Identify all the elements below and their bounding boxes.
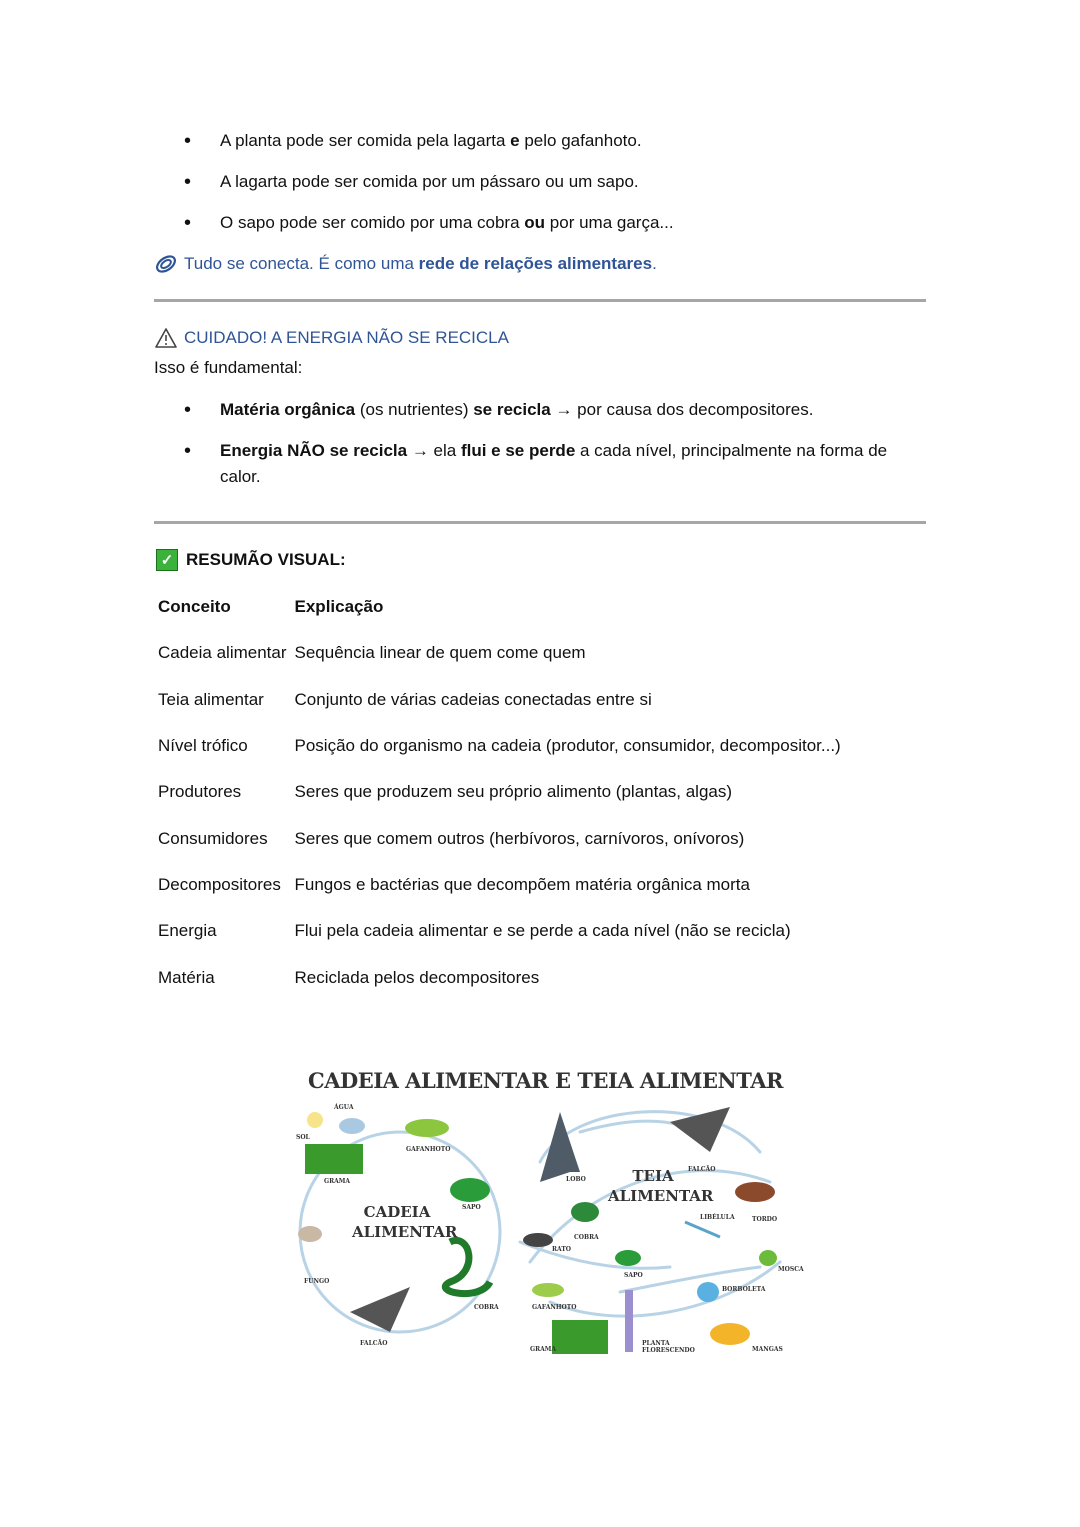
hawk-icon — [350, 1287, 410, 1332]
energy-matter-list — [154, 397, 926, 490]
butterfly-icon — [697, 1282, 719, 1302]
food-web-examples-list — [154, 128, 926, 236]
dragonfly-icon — [685, 1222, 720, 1237]
column-header-concept: Conceito — [158, 597, 231, 617]
list-item: • Matéria orgânica (os nutrientes) se recicla → por causa dos decompositores. — [154, 397, 926, 423]
connection-note: Tudo se conecta. É como uma rede de relações alimentares. — [154, 253, 657, 275]
list-item: • O sapo pode ser comido por uma cobra ou por uma garça... — [154, 210, 926, 236]
summary-table — [154, 584, 845, 1001]
snake-icon — [571, 1202, 599, 1222]
energy-warning-heading: CUIDADO! A ENERGIA NÃO SE RECICLA — [154, 327, 509, 349]
check-icon: ✓ — [156, 549, 178, 571]
table-row: Energia Flui pela cadeia alimentar e se perde a cada nível (não se recicla) — [158, 921, 791, 941]
mushroom-icon — [298, 1226, 322, 1242]
table-row: Nível trófico Posição do organismo na cadeia (produtor, consumidor, decompositor...) — [158, 736, 841, 756]
table-row: Decompositores Fungos e bactérias que decompõem matéria orgânica morta — [158, 874, 750, 894]
warning-icon — [154, 327, 178, 349]
frog-icon — [615, 1250, 641, 1266]
table-row: Teia alimentar Conjunto de várias cadeias conectadas entre si — [158, 689, 652, 709]
frog-icon — [450, 1178, 490, 1202]
web-label: TEIA ALIMENTAR — [608, 1167, 714, 1205]
table-row: Matéria Reciclada pelos decompositores — [158, 967, 540, 987]
grass-icon — [552, 1320, 608, 1354]
list-item: • A planta pode ser comida pela lagarta e pelo gafanhoto. — [154, 128, 926, 154]
list-item: • Energia NÃO se recicla → ela flui e se perde a cada nível, principalmente na forma de calor. — [154, 438, 926, 490]
column-header-explanation: Explicação — [294, 597, 384, 617]
divider — [154, 521, 926, 524]
cloud-icon — [339, 1118, 365, 1134]
table-row: Cadeia alimentar Sequência linear de quem come quem — [158, 643, 586, 663]
list-item: • A lagarta pode ser comida por um pássaro ou um sapo. — [154, 169, 926, 195]
thrush-icon — [735, 1182, 775, 1202]
snake-icon — [445, 1240, 490, 1293]
table-header-row — [154, 584, 845, 630]
grasshopper-icon — [405, 1119, 449, 1137]
grasshopper-icon — [532, 1283, 564, 1297]
visual-summary-heading: ✓ RESUMÃO VISUAL: — [156, 549, 346, 571]
chain-label: CADEIA ALIMENTAR — [352, 1203, 458, 1241]
fly-icon — [759, 1250, 777, 1266]
wolf-icon — [540, 1112, 580, 1182]
flowering-plant-icon — [625, 1290, 633, 1352]
figure-title: CADEIA ALIMENTAR E TEIA ALIMENTAR — [308, 1068, 783, 1093]
rat-icon — [523, 1233, 553, 1247]
link-icon — [154, 253, 178, 275]
grass-icon — [305, 1144, 363, 1174]
divider — [154, 299, 926, 302]
table-row: Produtores Seres que produzem seu próprio alimento (plantas, algas) — [158, 782, 733, 802]
table-row: Consumidores Seres que comem outros (herbívoros, carnívoros, onívoros) — [158, 828, 745, 848]
sun-icon — [307, 1112, 323, 1128]
mango-icon — [710, 1323, 750, 1345]
intro-text: Isso é fundamental: — [154, 358, 303, 377]
food-chain-illustration: CADEIA ALIMENTAR E TEIA ALIMENTAR CADEIA ALIMENTAR TEIA ALIMENTAR ÁGUA SOL GRAMA GAFANHOTO SAPO COBRA FALCÃO FUNGO LOBO FALCÃO COBRA RATO TORDO LIBÉLULA MOSCA SAPO GAFANHOTO BORBOLETA GRAMA PLANTA FLORESCENDO MANGAS — [290, 1062, 810, 1362]
